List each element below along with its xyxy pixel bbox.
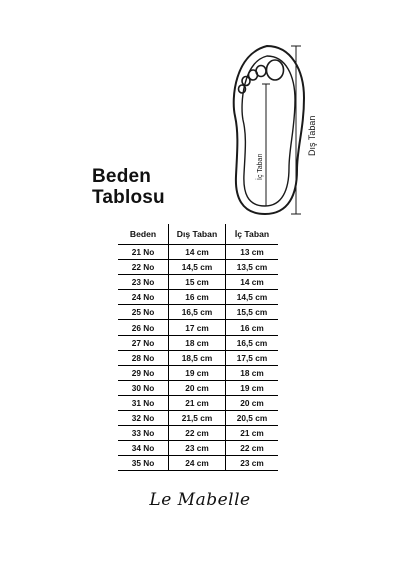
cell-outer-sole: 18,5 cm <box>169 350 226 365</box>
cell-inner-sole: 22 cm <box>226 441 279 456</box>
cell-inner-sole: 23 cm <box>226 456 279 471</box>
table-row <box>118 456 278 471</box>
title-line-2: Tablosu <box>92 187 165 208</box>
cell-size: 21 No <box>118 245 169 260</box>
cell-size: 22 No <box>118 260 169 275</box>
cell-outer-sole: 23 cm <box>169 441 226 456</box>
cell-outer-sole: 17 cm <box>169 320 226 335</box>
title-line-1: Beden <box>92 166 152 187</box>
column-header-outer-sole: Dış Taban <box>169 224 226 245</box>
table-row <box>118 305 278 320</box>
cell-inner-sole: 15,5 cm <box>226 305 279 320</box>
cell-size: 27 No <box>118 335 169 350</box>
table-row <box>118 441 278 456</box>
cell-size: 25 No <box>118 305 169 320</box>
table-row <box>118 365 278 380</box>
cell-outer-sole: 15 cm <box>169 275 226 290</box>
table-row <box>118 260 278 275</box>
table-header-row <box>118 224 278 245</box>
inner-sole-label: İç Taban <box>257 153 264 180</box>
cell-size: 31 No <box>118 395 169 410</box>
outer-sole-label: Dış Taban <box>307 115 317 156</box>
table-body <box>118 245 278 471</box>
size-chart-table <box>118 224 278 471</box>
cell-size: 26 No <box>118 320 169 335</box>
table-row <box>118 380 278 395</box>
table-row <box>118 275 278 290</box>
table-row <box>118 335 278 350</box>
cell-size: 29 No <box>118 365 169 380</box>
cell-size: 35 No <box>118 456 169 471</box>
column-header-inner-sole: İç Taban <box>226 224 279 245</box>
cell-inner-sole: 20,5 cm <box>226 411 279 426</box>
cell-inner-sole: 19 cm <box>226 380 279 395</box>
big-toe <box>267 60 284 80</box>
cell-inner-sole: 18 cm <box>226 365 279 380</box>
cell-outer-sole: 22 cm <box>169 426 226 441</box>
cell-size: 30 No <box>118 380 169 395</box>
brand-logo: Le Mabelle <box>149 490 251 510</box>
cell-size: 34 No <box>118 441 169 456</box>
page-title <box>92 166 165 208</box>
cell-inner-sole: 13,5 cm <box>226 260 279 275</box>
cell-inner-sole: 20 cm <box>226 395 279 410</box>
cell-outer-sole: 16,5 cm <box>169 305 226 320</box>
table-row <box>118 320 278 335</box>
cell-outer-sole: 18 cm <box>169 335 226 350</box>
cell-inner-sole: 17,5 cm <box>226 350 279 365</box>
cell-size: 23 No <box>118 275 169 290</box>
cell-outer-sole: 14 cm <box>169 245 226 260</box>
table-row <box>118 395 278 410</box>
cell-outer-sole: 24 cm <box>169 456 226 471</box>
cell-inner-sole: 14,5 cm <box>226 290 279 305</box>
cell-outer-sole: 16 cm <box>169 290 226 305</box>
cell-size: 24 No <box>118 290 169 305</box>
cell-inner-sole: 13 cm <box>226 245 279 260</box>
cell-outer-sole: 14,5 cm <box>169 260 226 275</box>
cell-outer-sole: 20 cm <box>169 380 226 395</box>
cell-size: 33 No <box>118 426 169 441</box>
cell-outer-sole: 21,5 cm <box>169 411 226 426</box>
table-row <box>118 426 278 441</box>
cell-inner-sole: 16,5 cm <box>226 335 279 350</box>
table-row <box>118 411 278 426</box>
column-header-size: Beden <box>118 224 169 245</box>
cell-inner-sole: 14 cm <box>226 275 279 290</box>
cell-size: 32 No <box>118 411 169 426</box>
cell-inner-sole: 16 cm <box>226 320 279 335</box>
cell-outer-sole: 19 cm <box>169 365 226 380</box>
table-row <box>118 245 278 260</box>
table-row <box>118 290 278 305</box>
cell-inner-sole: 21 cm <box>226 426 279 441</box>
cell-size: 28 No <box>118 350 169 365</box>
cell-outer-sole: 21 cm <box>169 395 226 410</box>
table-row <box>118 350 278 365</box>
foot-outline-diagram <box>205 36 325 218</box>
